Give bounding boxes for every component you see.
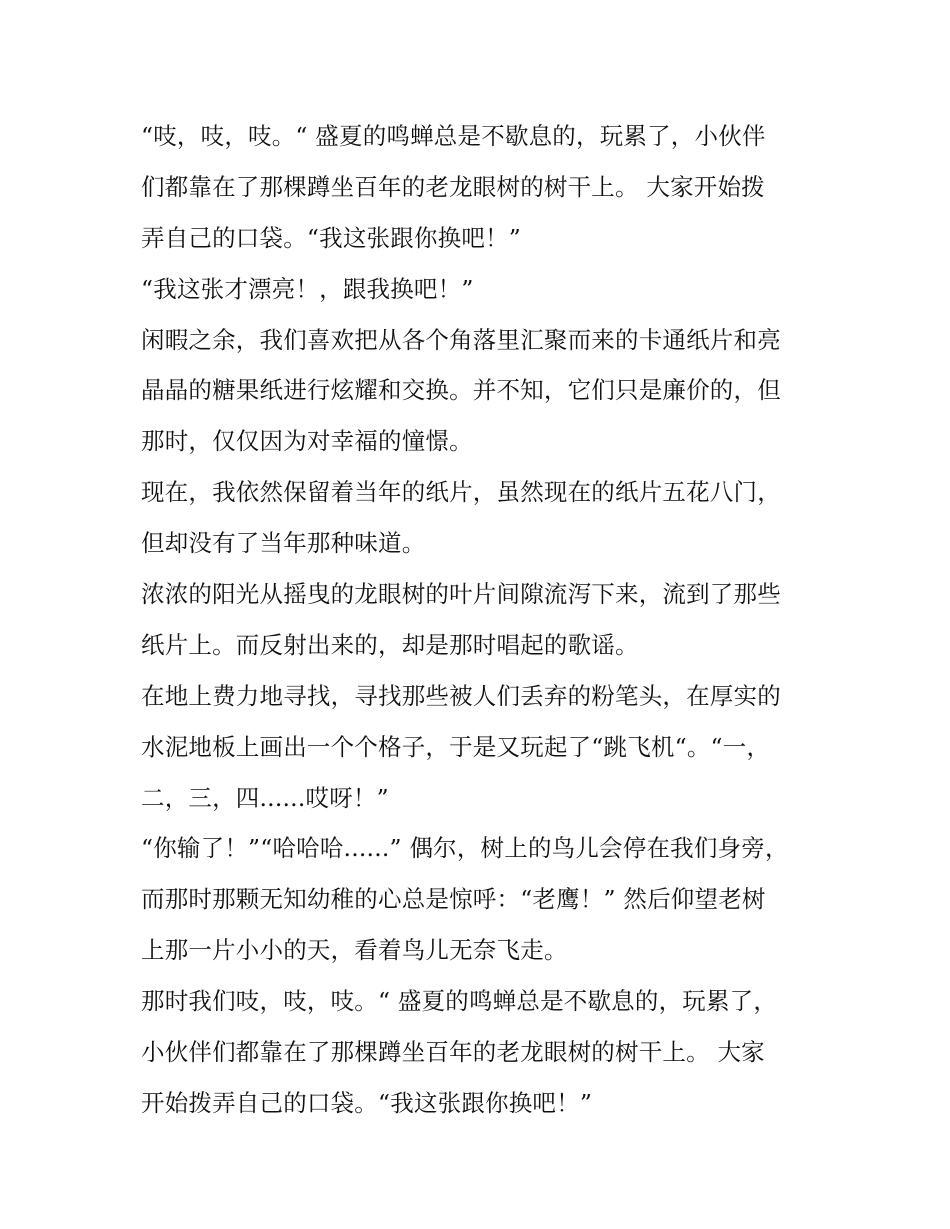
text-line: 弄自己的口袋。“我这张跟你换吧！” xyxy=(141,223,521,252)
text-line: 现在，我依然保留着当年的纸片，虽然现在的纸片五花八门， xyxy=(141,478,781,507)
text-line: 小伙伴们都靠在了那棵蹲坐百年的老龙眼树的树干上。 大家 xyxy=(141,1038,765,1067)
body-text xyxy=(141,111,821,1129)
text-line: 水泥地板上画出一个个格子，于是又玩起了“跳飞机“。“一， xyxy=(141,732,771,761)
text-line: “你输了！”“哈哈哈......” 偶尔，树上的鸟儿会停在我们身旁， xyxy=(141,834,789,863)
text-line: 上那一片小小的天，看着鸟儿无奈飞走。 xyxy=(141,936,568,965)
text-line: 但却没有了当年那种味道。 xyxy=(141,529,426,558)
text-line: “我这张才漂亮！，跟我换吧！” xyxy=(141,274,474,303)
text-line: 而那时那颗无知幼稚的心总是惊呼：“老鹰！” 然后仰望老树 xyxy=(141,885,766,914)
text-line: 二，三，四......哎呀！” xyxy=(141,783,389,812)
text-line: 闲暇之余，我们喜欢把从各个角落里汇聚而来的卡通纸片和亮 xyxy=(141,325,781,354)
text-line: 晶晶的糖果纸进行炫耀和交换。并不知，它们只是廉价的，但 xyxy=(141,376,781,405)
text-line: 开始拨弄自己的口袋。“我这张跟你换吧！” xyxy=(141,1088,593,1117)
text-line: 那时我们吱，吱，吱。“ 盛夏的鸣蝉总是不歇息的，玩累了， xyxy=(141,987,778,1016)
text-line: 纸片上。而反射出来的，却是那时唱起的歌谣。 xyxy=(141,630,639,659)
text-line: 在地上费力地寻找，寻找那些被人们丢弃的粉笔头，在厚实的 xyxy=(141,681,781,710)
text-line: 们都靠在了那棵蹲坐百年的老龙眼树的树干上。 大家开始拨 xyxy=(141,172,765,201)
text-line: 那时，仅仅因为对幸福的憧憬。 xyxy=(141,427,473,456)
text-line: “吱，吱，吱。“ 盛夏的鸣蝉总是不歇息的，玩累了，小伙伴 xyxy=(141,122,766,150)
text-line: 浓浓的阳光从摇曳的龙眼树的叶片间隙流泻下来，流到了那些 xyxy=(141,580,781,609)
